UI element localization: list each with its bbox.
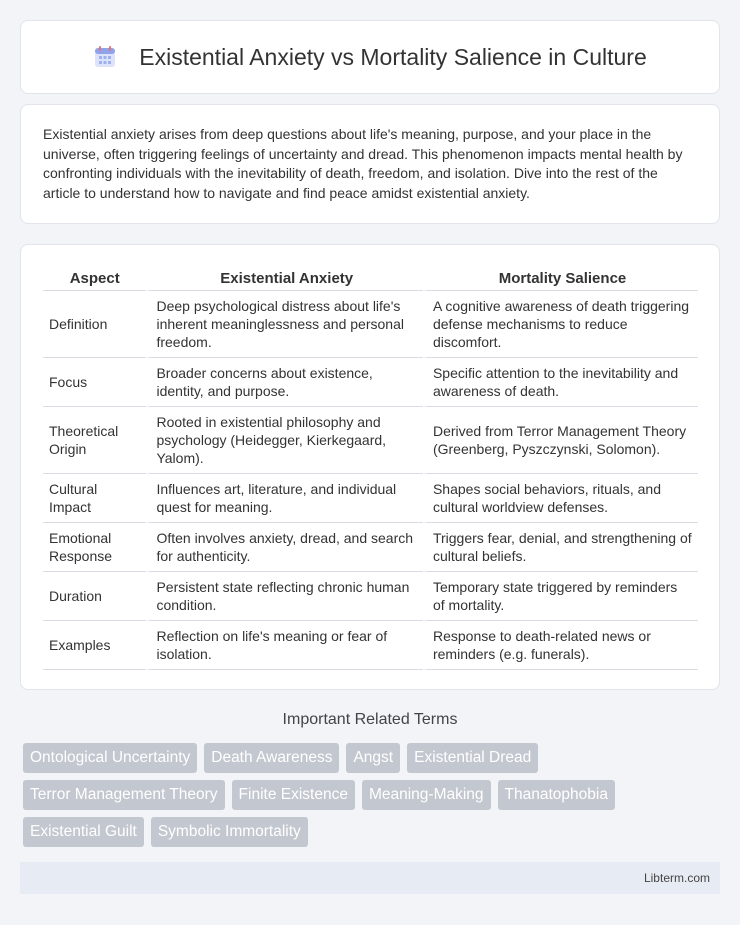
table-row — [43, 407, 698, 474]
title-card — [20, 20, 720, 94]
row-aspect: Definition — [43, 291, 146, 358]
footer-site-link[interactable]: Libterm.com — [643, 871, 710, 885]
row-mortality-salience: Specific attention to the inevitability and awareness of death. — [423, 358, 698, 407]
row-aspect: Emotional Response — [43, 523, 146, 572]
row-existential-anxiety: Influences art, literature, and individual quest for meaning. — [146, 474, 423, 523]
table-row — [43, 358, 698, 407]
row-aspect: Focus — [43, 358, 146, 407]
header-aspect: Aspect — [43, 263, 146, 291]
tag-terror-management-theory[interactable]: Terror Management Theory — [23, 780, 225, 810]
related-terms-tags — [23, 743, 723, 854]
table-row — [43, 474, 698, 523]
intro-card — [20, 104, 720, 224]
row-aspect: Examples — [43, 621, 146, 670]
related-terms-title: Important Related Terms — [282, 711, 458, 728]
table-row — [43, 572, 698, 621]
row-mortality-salience: A cognitive awareness of death triggering defense mechanisms to reduce discomfort. — [423, 291, 698, 358]
row-aspect: Duration — [43, 572, 146, 621]
comparison-table-card — [20, 244, 720, 690]
tag-angst[interactable]: Angst — [346, 743, 400, 773]
row-mortality-salience: Response to death-related news or reminders (e.g. funerals). — [423, 621, 698, 670]
tag-ontological-uncertainty[interactable]: Ontological Uncertainty — [23, 743, 197, 773]
table-row — [43, 621, 698, 670]
tag-meaning-making[interactable]: Meaning-Making — [362, 780, 491, 810]
tag-finite-existence[interactable]: Finite Existence — [232, 780, 355, 810]
tag-existential-guilt[interactable]: Existential Guilt — [23, 817, 144, 847]
row-existential-anxiety: Rooted in existential philosophy and psychology (Heidegger, Kierkegaard, Yalom). — [146, 407, 423, 474]
row-mortality-salience: Shapes social behaviors, rituals, and cultural worldview defenses. — [423, 474, 698, 523]
row-mortality-salience: Derived from Terror Management Theory (Greenberg, Pyszczynski, Solomon). — [423, 407, 698, 474]
calendar-icon — [93, 45, 117, 69]
row-mortality-salience: Temporary state triggered by reminders of mortality. — [423, 572, 698, 621]
footer — [20, 862, 720, 894]
row-aspect: Cultural Impact — [43, 474, 146, 523]
row-mortality-salience: Triggers fear, denial, and strengthening of cultural beliefs. — [423, 523, 698, 572]
row-existential-anxiety: Broader concerns about existence, identity, and purpose. — [146, 358, 423, 407]
tag-death-awareness[interactable]: Death Awareness — [204, 743, 339, 773]
row-existential-anxiety: Often involves anxiety, dread, and search for authenticity. — [146, 523, 423, 572]
header-mortality-salience: Mortality Salience — [423, 263, 698, 291]
tag-existential-dread[interactable]: Existential Dread — [407, 743, 538, 773]
table-row — [43, 291, 698, 358]
tag-symbolic-immortality[interactable]: Symbolic Immortality — [151, 817, 308, 847]
page-title: Existential Anxiety vs Mortality Salience in Culture — [139, 43, 647, 70]
row-existential-anxiety: Reflection on life's meaning or fear of isolation. — [146, 621, 423, 670]
row-existential-anxiety: Persistent state reflecting chronic human condition. — [146, 572, 423, 621]
intro-text: Existential anxiety arises from deep questions about life's meaning, purpose, and your place in the universe, often triggering feelings of uncertainty and dread. This phenomenon impacts mental health by confronting individuals with the inevitability of death, freedom, and isolation. Dive into the rest of the article to understand how to navigate and find peace amidst existential anxiety. — [43, 126, 683, 201]
table-header-row — [43, 263, 698, 291]
table-row — [43, 523, 698, 572]
header-existential-anxiety: Existential Anxiety — [146, 263, 423, 291]
row-aspect: Theoretical Origin — [43, 407, 146, 474]
row-existential-anxiety: Deep psychological distress about life's inherent meaninglessness and personal freedom. — [146, 291, 423, 358]
comparison-table — [43, 263, 698, 670]
tag-thanatophobia[interactable]: Thanatophobia — [498, 780, 615, 810]
